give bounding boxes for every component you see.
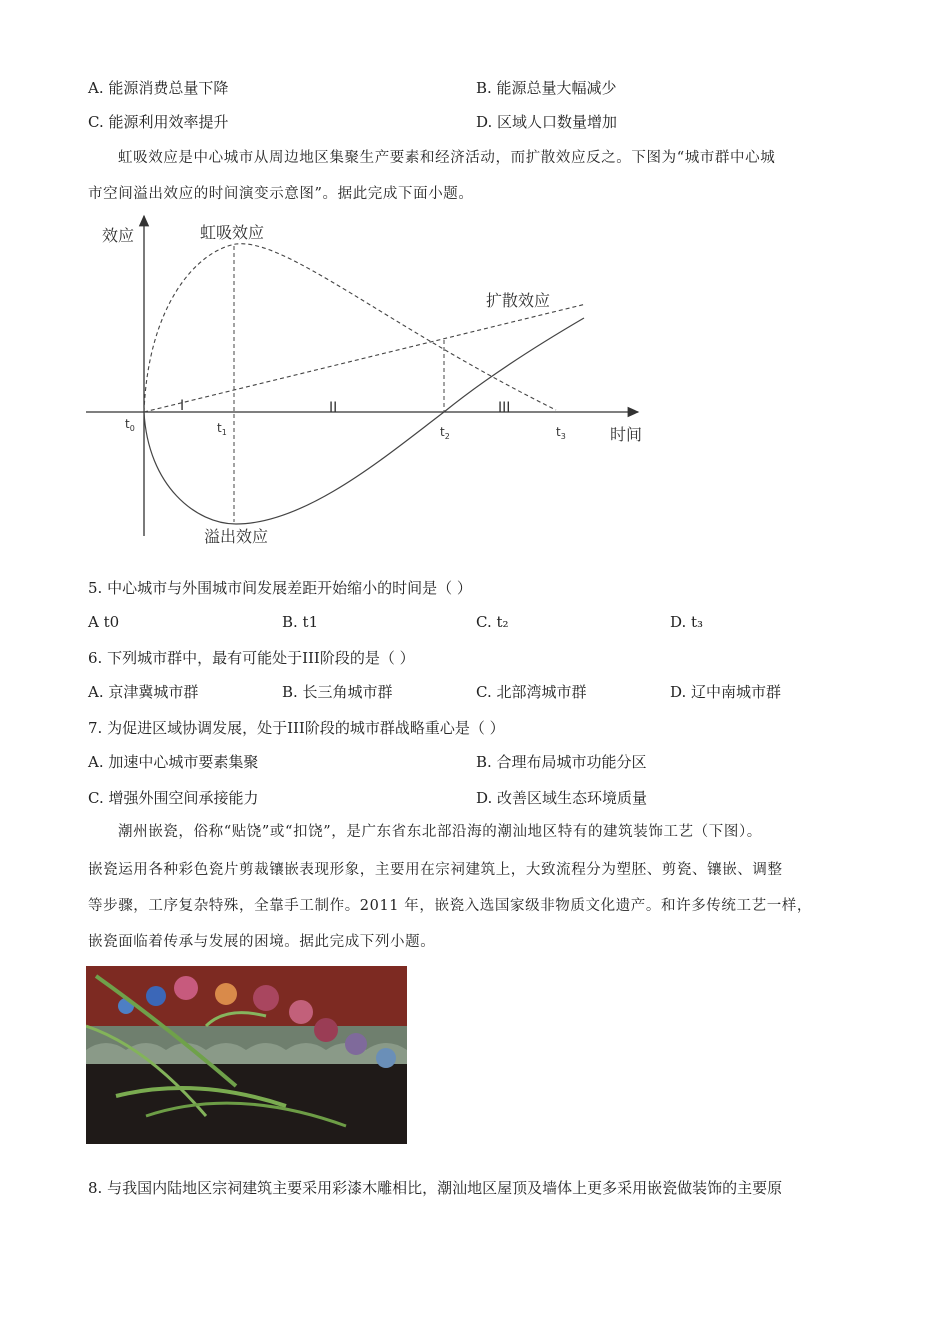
intro1-line1: 虹吸效应是中心城市从周边地区集聚生产要素和经济活动，而扩散效应反之。下图为“城市群中心城	[118, 150, 776, 166]
intro2-line2: 嵌瓷运用各种彩色瓷片剪裁镶嵌表现形象，主要用在宗祠建筑上，大致流程分为塑胚、剪瓷、镶嵌、调整	[88, 862, 783, 878]
q4-option-c: C. 能源利用效率提升	[88, 113, 229, 131]
q7-option-c: C. 增强外围空间承接能力	[88, 789, 259, 807]
q4-option-b: B. 能源总量大幅减少	[476, 79, 617, 97]
q4-option-a: A. 能源消费总量下降	[88, 79, 229, 97]
q5-stem: 5. 中心城市与外围城市间发展差距开始缩小的时间是（ ）	[88, 579, 472, 597]
intro2-line1: 潮州嵌瓷，俗称“贴饶”或“扣饶”，是广东省东北部沿海的潮汕地区特有的建筑装饰工艺（下图）。	[118, 824, 762, 840]
q4-option-d: D. 区域人口数量增加	[476, 113, 618, 131]
inlaid-porcelain-photo	[86, 966, 407, 1144]
diffusion-label: 扩散效应	[486, 291, 551, 310]
spillover-effect-curve	[144, 318, 584, 524]
q6-option-c: C. 北部湾城市群	[476, 683, 587, 701]
tick-t2: $t_2$	[440, 425, 450, 441]
intro2-line3: 等步骤，工序复杂特殊，全靠手工制作。2011 年，嵌瓷入选国家级非物质文化遗产。和许多传统工艺一样，	[88, 898, 813, 914]
q6-option-b: B. 长三角城市群	[282, 683, 393, 701]
q8-stem: 8. 与我国内陆地区宗祠建筑主要采用彩漆木雕相比，潮汕地区屋顶及墙体上更多采用嵌瓷做装饰的主要原	[88, 1179, 783, 1197]
q5-option-d: D. t₃	[670, 613, 704, 631]
q5-option-b: B. t1	[282, 613, 319, 631]
q7-option-b: B. 合理布局城市功能分区	[476, 753, 647, 771]
x-axis-label: 时间	[610, 425, 643, 444]
tick-t1: $t_1$	[217, 421, 227, 437]
stage-1: I	[180, 398, 185, 414]
q5-option-c: C. t₂	[476, 613, 509, 631]
q5-option-a: A t0	[88, 613, 120, 631]
stage-2: II	[329, 400, 338, 416]
intro2-line4: 嵌瓷面临着传承与发展的困境。据此完成下列小题。	[88, 934, 436, 950]
siphon-label: 虹吸效应	[200, 223, 265, 242]
spillover-effect-chart	[86, 206, 666, 551]
siphon-effect-curve	[144, 244, 556, 412]
q7-option-a: A. 加速中心城市要素集聚	[88, 753, 259, 771]
tick-t0: $t_0$	[125, 417, 135, 433]
tick-t3: $t_3$	[556, 425, 566, 441]
y-axis-label: 效应	[102, 226, 135, 245]
q7-option-d: D. 改善区域生态环境质量	[476, 789, 648, 807]
spillover-label: 溢出效应	[204, 527, 269, 546]
intro1-line2: 市空间溢出效应的时间演变示意图”。据此完成下面小题。	[88, 186, 474, 202]
q6-stem: 6. 下列城市群中，最有可能处于III阶段的是（ ）	[88, 649, 415, 667]
q6-option-d: D. 辽中南城市群	[670, 683, 782, 701]
stage-3: III	[498, 400, 511, 416]
q7-stem: 7. 为促进区域协调发展，处于III阶段的城市群战略重心是（ ）	[88, 719, 505, 737]
q6-option-a: A. 京津冀城市群	[88, 683, 199, 701]
